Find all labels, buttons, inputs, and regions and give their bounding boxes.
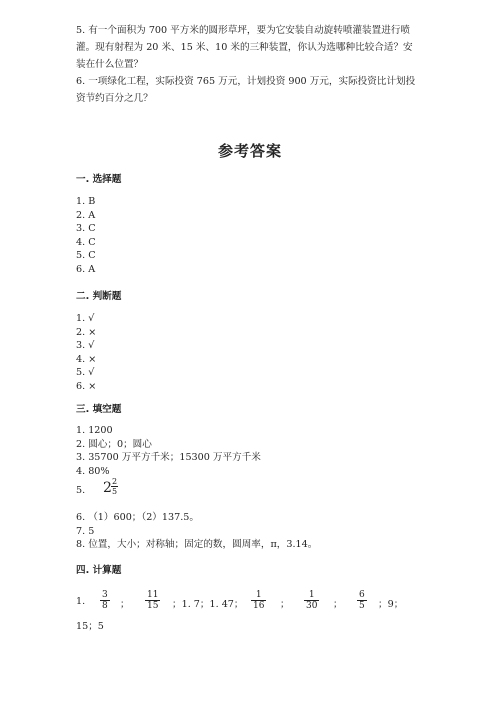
section-calc-heading: 四. 计算题 xyxy=(76,565,122,576)
question-6-line-2: 资节约百分之几？ xyxy=(76,93,153,104)
fraction-numerator: 1 xyxy=(304,590,319,601)
fraction-numerator: 6 xyxy=(359,590,365,600)
answers-title: 参考答案 xyxy=(217,142,282,160)
separator: ；1. 7；1. 47； xyxy=(172,599,244,610)
question-5-line-2: 灌。现有射程为 20 米、15 米、10 米的三种装置，你认为选哪种比较合适？安 xyxy=(76,42,413,53)
mixed-number-fraction xyxy=(111,477,118,496)
answer-item: 3. C xyxy=(76,223,96,234)
fraction-denominator: 8 xyxy=(102,601,108,611)
fraction-numerator: 2 xyxy=(112,477,118,486)
answer-item: 1. B xyxy=(76,196,96,207)
separator: ；9； xyxy=(378,599,404,610)
answer-item: 3. 35700 万平方千米；15300 万平方千米 xyxy=(76,452,261,463)
separator: ； xyxy=(120,599,130,610)
fraction-numerator: 3 xyxy=(102,590,108,600)
calc-item-continuation: 15；5 xyxy=(76,621,104,632)
fraction-numerator: 11 xyxy=(147,590,159,600)
fraction-3-8 xyxy=(100,590,110,611)
fraction-numerator: 1 xyxy=(251,590,266,601)
answer-item: 3. √ xyxy=(76,340,95,351)
separator: ； xyxy=(333,599,343,610)
answer-item: 4. 80% xyxy=(76,465,110,477)
fraction-1-16 xyxy=(251,590,266,611)
answer-item: 1. 1200 xyxy=(76,425,113,436)
answer-item-5-label: 5. xyxy=(76,485,86,496)
answer-item: 6. A xyxy=(76,263,96,275)
answer-item: 2. × xyxy=(76,326,97,338)
answer-item: 4. C xyxy=(76,236,96,248)
fraction-6-5 xyxy=(357,590,367,611)
fraction-denominator: 16 xyxy=(253,601,265,611)
answer-item: 5. C xyxy=(76,250,96,261)
answer-item: 5. √ xyxy=(76,367,95,378)
answer-item: 8. 位置，大小；对称轴；固定的数，圆周率，π，3.14。 xyxy=(76,539,318,550)
answer-item: 4. × xyxy=(76,353,97,365)
section-fill-heading: 三. 填空题 xyxy=(76,404,122,415)
fraction-denominator: 15 xyxy=(147,601,159,611)
answer-item: 7. 5 xyxy=(76,525,95,537)
question-5-line-3: 装在什么位置？ xyxy=(76,59,144,70)
answer-item: 6. （1）600；（2）137.5。 xyxy=(76,512,199,523)
separator: ； xyxy=(280,599,290,610)
mixed-number-whole: 2 xyxy=(103,480,112,496)
answer-item: 1. √ xyxy=(76,313,95,324)
answer-item: 2. A xyxy=(76,209,96,221)
section-choice-heading: 一. 选择题 xyxy=(76,174,122,185)
question-6-line-1: 6. 一项绿化工程，实际投资 765 万元，计划投资 900 万元，实际投资比计划投 xyxy=(76,76,416,87)
question-5-line-1: 5. 有一个面积为 700 平方米的圆形草坪，要为它安装自动旋转喷灌装置进行喷 xyxy=(76,25,411,36)
section-judgement-heading: 二. 判断题 xyxy=(76,291,122,302)
fraction-denominator: 5 xyxy=(359,601,365,611)
answer-item: 2. 圆心；0；圆心 xyxy=(76,438,152,450)
calc-item-label: 1. xyxy=(76,596,86,607)
fraction-1-30 xyxy=(304,590,319,611)
fraction-denominator: 30 xyxy=(306,601,318,611)
answer-item: 6. × xyxy=(76,380,97,392)
fraction-denominator: 5 xyxy=(112,487,118,496)
fraction-11-15 xyxy=(145,590,160,611)
